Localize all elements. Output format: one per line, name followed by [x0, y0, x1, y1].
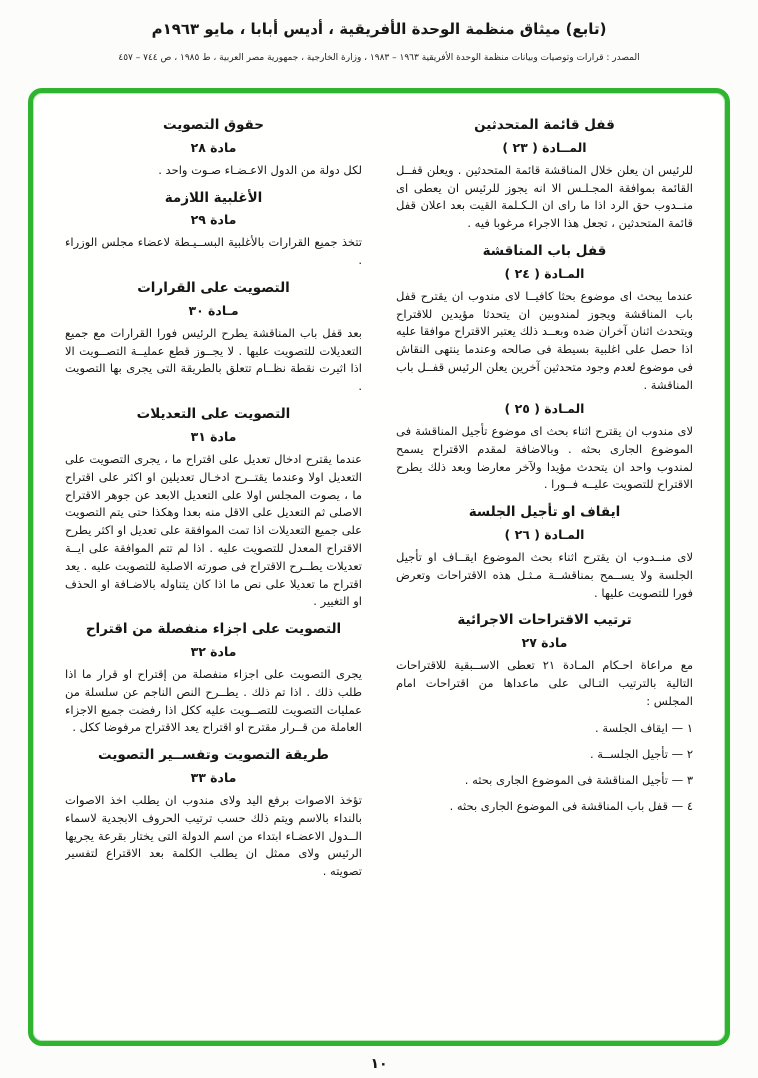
section-heading: قفل باب المناقشة [482, 243, 607, 260]
article-paragraph: تتخذ جميع القرارات بالأغلبية البســيـطة لاعضاء مجلس الوزراء . [65, 235, 362, 268]
article-number: مادة ٣٣ [190, 769, 237, 785]
article-section [65, 747, 362, 881]
ordered-list-item: ٢ — تأجيل الجلســة . [589, 746, 693, 761]
section-heading: ايقاف او تأجيل الجلسة [468, 504, 621, 521]
article-paragraph: عندما يقترح ادخال تعديل على اقتراح ما ، يجرى التصويت على التعديل اولا وعندما يقتــرح ادخـال تعديلين او اكثر على اقتراح ما ، يصوت المجلس اولا على التعديل الابعد عن جوهر الاقتراح الاصلى ثم التعديل على الاقل منه بعدا وهكذا حتى يتم التصويت على جميع التعديلات اذا تمت الموافقة على تعديل او اكثر يطرح الاقتراح المعدل للتصويت عليه . اذا لم تتم الموافقة على ايــة تعديلات يطــرح الاقتراح فى صورته الاصلية للتصويت عليه . يعد اقتراح ما تعديلا على نص ما اذا كان يتناوله بالاضـافة او الحذف او التغيير . [65, 451, 362, 609]
section-heading: التصويت على القرارات [137, 280, 290, 297]
section-heading: التصويت على التعديلات [136, 406, 291, 423]
article-number: المـادة ( ٢٥ ) [504, 400, 585, 416]
ordered-list-item: ٣ — تأجيل المناقشة فى الموضوع الجارى بحثه . [464, 773, 693, 788]
page-footer [0, 1053, 758, 1072]
two-column-layout [65, 117, 693, 1021]
section-heading: التصويت على اجزاء منفصلة من اقتراح [85, 621, 342, 638]
article-section [396, 401, 693, 495]
section-heading: طريقة التصويت وتفســير التصويت [98, 747, 329, 764]
article-number: مادة ٢٨ [190, 139, 237, 155]
section-heading: حقوق التصويت [162, 117, 264, 133]
section-heading: ترتيب الاقتراحات الاجرائية [457, 612, 632, 629]
article-section [396, 504, 693, 602]
article-section [65, 406, 362, 611]
article-number: مادة ٣٢ [190, 643, 237, 659]
section-heading: قفل قائمة المتحدثين [474, 117, 615, 133]
section-heading: الأغلبية اللازمة [164, 189, 263, 206]
source-citation: المصدر : قرارات وتوصيات وبيانات منظمة الوحدة الأفريقية ١٩٦٣ – ١٩٨٣ ، وزارة الخارجية ، جمهورية مصر العربية ، ط ١٩٨٥ ، ص ٧٤٤ – ٤٥٧ [118, 53, 640, 63]
article-section [65, 190, 362, 270]
article-section [396, 117, 693, 233]
article-paragraph: لكل دولة من الدول الاعـضـاء صـوت واحد . [158, 162, 362, 177]
article-paragraph: بعد قفل باب المناقشة يطرح الرئيس فورا القرارات مع جميع التعديلات للتصويت عليها . لا يجــوز قطع عمليــة التصــويت الا اذا اثيرت نقطة نظــام تتعلق بالطريقة التى يجرى بها التصويت . [65, 325, 362, 394]
article-paragraph: عندما يبحث اى موضوع بحثا كافيــا لاى مندوب ان يقترح قفل باب المناقشة ويجوز لمندوبين ان يتحدثا مؤيدين للاقتراح ويتحدث اثنان آخران ضده وبعــد ذلك يعتبر الاقتراح موافقا عليه اذا حصل على اغلبية بسيطة فى صالحه وعندما ينتهى النقاش فى موضوع لعدم وجود متحدثين آخرين يعلن الرئيس قفــل باب المناقشة . [396, 288, 693, 392]
page-number: ١٠ [370, 1056, 388, 1072]
article-number: مادة ٣١ [190, 428, 237, 444]
article-number: مـادة ٣٠ [188, 302, 239, 318]
article-paragraph: تؤخذ الاصوات برفع اليد ولاى مندوب ان يطلب اخذ الاصوات بالنداء بالاسم ويتم ذلك حسب ترتيب الحروف الابجدية لاسماء الــدول الاعضـاء ابتداء من اسم الدولة التى يختار بقرعة يجريها الرئيس ولاى ممثل ان يطلب الكلمة بعد الاقتراع لتفسير تصويته . [65, 793, 362, 879]
article-paragraph: مع مراعاة احـكام المـادة ٢١ تعطى الاســبقية للاقتراحات التالية بالترتيب التـالى على ماعداها من اقتراحات امام المجلس : [396, 658, 693, 708]
article-section [396, 612, 693, 815]
ordered-list-item: ١ — ايقاف الجلسة . [595, 720, 693, 735]
right-column [396, 117, 693, 1021]
article-number: المـادة ( ٢٤ ) [504, 265, 585, 281]
article-number: المــادة ( ٢٣ ) [502, 139, 587, 155]
article-section [65, 621, 362, 737]
article-number: مادة ٢٧ [521, 635, 568, 650]
article-section [65, 280, 362, 396]
article-paragraph: لاى مندوب ان يقترح اثناء بحث اى موضوع تأجيل المناقشة فى الموضوع الجارى بحثه . وبالاضافة لمقدم الاقتراح يسمح لمندوب واحد ان يتحدث مؤيدا ولآخر معارضا وبعد ذلك يطرح الاقتراح للتصويت عليــه فــورا . [396, 423, 693, 492]
left-column [65, 117, 362, 1021]
article-number: المـادة ( ٢٦ ) [504, 526, 585, 542]
document-header [0, 0, 758, 63]
green-border-frame [28, 88, 730, 1046]
article-number: مادة ٢٩ [190, 212, 237, 228]
article-section [396, 243, 693, 395]
ordered-list-item: ٤ — قفل باب المناقشة فى الموضوع الجارى بحثه . [449, 799, 693, 814]
document-title: (تابع) ميثاق منظمة الوحدة الأفريقية ، أديس أبابا ، مايو ١٩٦٣م [151, 20, 607, 38]
article-section [65, 117, 362, 180]
article-paragraph: يجرى التصويت على اجزاء منفصلة من إقتراح او قرار ما اذا طلب ذلك . اذا تم ذلك . يطــرح النص الناجم عن سلسلة من عمليات التصويت للتصــويت عليه ككل اذا رفضت جميع الاجزاء العاملة من قــرار مقترح او اقتراح يعد الاقتراح مرفوضا ككل . [65, 666, 362, 735]
article-paragraph: لاى منــدوب ان يقترح اثناء بحث الموضوع ايقــاف او تأجيل الجلسة ولا يســمح بمناقشــة مـثـل هذه الاقتراحات وتعرض فورا للتصويت عليها . [396, 550, 693, 600]
article-paragraph: للرئيس ان يعلن خلال المناقشة قائمة المتحدثين . ويعلن قفــل القائمة بموافقة المجـلـس الا انه يجوز للرئيس ان يعطى اى منــدوب حق الرد اذا ما راى ان الـكـلمة القيت بعد اعلان قفل قائمة المتحدثين ، تجعل هذا الاجراء مرغوبا فيه . [396, 162, 693, 231]
